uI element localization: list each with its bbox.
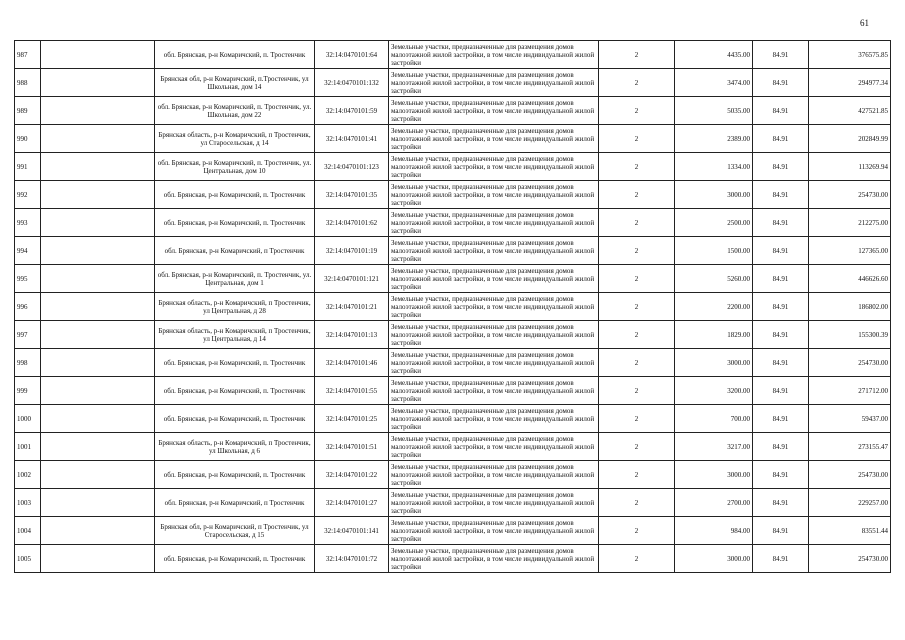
area-cell: 1334.00 [675,153,753,181]
row-number: 1000 [15,405,41,433]
land-use-cell: Земельные участки, предназначенные для размещения домов малоэтажной жилой застройки, в том числе индивидуальной жилой застройки [389,489,599,517]
area-cell: 984.00 [675,517,753,545]
address-cell: обл. Брянская, р-н Комаричский, п. Тростенчик [155,405,315,433]
table-row [15,69,891,97]
specific-value-cell: 84.91 [753,97,809,125]
category-cell: 2 [599,349,675,377]
address-cell: обл. Брянская, р-н Комаричский, п. Тростенчик [155,377,315,405]
row-number: 1005 [15,545,41,573]
cadastral-number-cell: 32:14:0470101:132 [315,69,389,97]
category-cell: 2 [599,97,675,125]
area-cell: 4435.00 [675,41,753,69]
table-row [15,265,891,293]
area-cell: 3217.00 [675,433,753,461]
address-cell: Брянская область, р-н Комаричский, п Тростенчик, ул Центральная, д 28 [155,293,315,321]
address-cell: Брянская область, р-н Комаричский, п Тростенчик, ул Старосельская, д 14 [155,125,315,153]
cadastral-value-cell: 83551.44 [809,517,891,545]
table-row [15,237,891,265]
address-cell: обл. Брянская, р-н Комаричский, п. Тростенчик [155,41,315,69]
row-number: 989 [15,97,41,125]
address-cell: обл. Брянская, р-н Комаричский, п Тростенчик [155,489,315,517]
cadastral-number-cell: 32:14:0470101:13 [315,321,389,349]
area-cell: 3200.00 [675,377,753,405]
cadastral-value-cell: 254730.00 [809,461,891,489]
cadastral-value-cell: 59437.00 [809,405,891,433]
area-cell: 2500.00 [675,209,753,237]
category-cell: 2 [599,433,675,461]
table-row [15,517,891,545]
area-cell: 5260.00 [675,265,753,293]
land-use-cell: Земельные участки, предназначенные для размещения домов малоэтажной жилой застройки, в том числе индивидуальной жилой застройки [389,97,599,125]
specific-value-cell: 84.91 [753,181,809,209]
area-cell: 2389.00 [675,125,753,153]
table-row [15,153,891,181]
category-cell: 2 [599,41,675,69]
specific-value-cell: 84.91 [753,69,809,97]
area-cell: 2200.00 [675,293,753,321]
table-row [15,545,891,573]
cadastral-number-cell: 32:14:0470101:59 [315,97,389,125]
land-use-cell: Земельные участки, предназначенные для размещения домов малоэтажной жилой застройки, в том числе индивидуальной жилой застройки [389,321,599,349]
cadastral-number-cell: 32:14:0470101:25 [315,405,389,433]
address-cell: Брянская обл, р-н Комаричский, п.Тростенчик, ул Школьная, дом 14 [155,69,315,97]
cadastral-value-table [14,40,891,573]
blank-cell [41,293,155,321]
specific-value-cell: 84.91 [753,293,809,321]
address-cell: обл. Брянская, р-н Комаричский, п Тростенчик [155,237,315,265]
table-row [15,377,891,405]
cadastral-number-cell: 32:14:0470101:21 [315,293,389,321]
blank-cell [41,209,155,237]
blank-cell [41,153,155,181]
category-cell: 2 [599,377,675,405]
table-row [15,489,891,517]
address-cell: Брянская область, р-н Комаричский, п Тростенчик, ул Школьная, д 6 [155,433,315,461]
cadastral-number-cell: 32:14:0470101:51 [315,433,389,461]
cadastral-value-cell: 113269.94 [809,153,891,181]
address-cell: обл. Брянская, р-н Комаричский, п. Тростенчик, ул. Центральная, дом 1 [155,265,315,293]
blank-cell [41,377,155,405]
row-number: 1004 [15,517,41,545]
cadastral-value-cell: 155300.39 [809,321,891,349]
row-number: 991 [15,153,41,181]
category-cell: 2 [599,489,675,517]
row-number: 997 [15,321,41,349]
blank-cell [41,545,155,573]
land-use-cell: Земельные участки, предназначенные для размещения домов малоэтажной жилой застройки, в том числе индивидуальной жилой застройки [389,517,599,545]
table-row [15,181,891,209]
row-number: 994 [15,237,41,265]
category-cell: 2 [599,545,675,573]
cadastral-value-cell: 254730.00 [809,545,891,573]
row-number: 988 [15,69,41,97]
blank-cell [41,237,155,265]
cadastral-number-cell: 32:14:0470101:62 [315,209,389,237]
category-cell: 2 [599,69,675,97]
specific-value-cell: 84.91 [753,125,809,153]
table-row [15,125,891,153]
specific-value-cell: 84.91 [753,153,809,181]
specific-value-cell: 84.91 [753,405,809,433]
page-number: 61 [860,18,869,28]
land-use-cell: Земельные участки, предназначенные для размещения домов малоэтажной жилой застройки, в том числе индивидуальной жилой застройки [389,125,599,153]
cadastral-number-cell: 32:14:0470101:141 [315,517,389,545]
land-use-cell: Земельные участки, предназначенные для размещения домов малоэтажной жилой застройки, в том числе индивидуальной жилой застройки [389,293,599,321]
cadastral-number-cell: 32:14:0470101:19 [315,237,389,265]
blank-cell [41,461,155,489]
cadastral-value-cell: 271712.00 [809,377,891,405]
cadastral-value-cell: 376575.85 [809,41,891,69]
category-cell: 2 [599,517,675,545]
specific-value-cell: 84.91 [753,433,809,461]
address-cell: Брянская обл, р-н Комаричский, п Тростенчик, ул Старосельская, д 15 [155,517,315,545]
row-number: 990 [15,125,41,153]
cadastral-number-cell: 32:14:0470101:64 [315,41,389,69]
cadastral-value-cell: 273155.47 [809,433,891,461]
area-cell: 3000.00 [675,545,753,573]
land-use-cell: Земельные участки, предназначенные для размещения домов малоэтажной жилой застройки, в том числе индивидуальной жилой застройки [389,405,599,433]
table-body [15,41,891,573]
cadastral-value-cell: 127365.00 [809,237,891,265]
row-number: 992 [15,181,41,209]
category-cell: 2 [599,209,675,237]
table-row [15,321,891,349]
blank-cell [41,265,155,293]
cadastral-number-cell: 32:14:0470101:121 [315,265,389,293]
area-cell: 2700.00 [675,489,753,517]
cadastral-value-cell: 254730.00 [809,181,891,209]
category-cell: 2 [599,125,675,153]
blank-cell [41,181,155,209]
table-row [15,461,891,489]
land-use-cell: Земельные участки, предназначенные для размещения домов малоэтажной жилой застройки, в том числе индивидуальной жилой застройки [389,377,599,405]
category-cell: 2 [599,461,675,489]
land-use-cell: Земельные участки, предназначенные для размещения домов малоэтажной жилой застройки, в том числе индивидуальной жилой застройки [389,461,599,489]
cadastral-number-cell: 32:14:0470101:46 [315,349,389,377]
address-cell: обл. Брянская, р-н Комаричский, п. Тростенчик [155,349,315,377]
cadastral-number-cell: 32:14:0470101:72 [315,545,389,573]
cadastral-number-cell: 32:14:0470101:27 [315,489,389,517]
area-cell: 3000.00 [675,349,753,377]
specific-value-cell: 84.91 [753,545,809,573]
specific-value-cell: 84.91 [753,321,809,349]
land-use-cell: Земельные участки, предназначенные для размещения домов малоэтажной жилой застройки, в том числе индивидуальной жилой застройки [389,545,599,573]
row-number: 999 [15,377,41,405]
land-use-cell: Земельные участки, предназначенные для размещения домов малоэтажной жилой застройки, в том числе индивидуальной жилой застройки [389,153,599,181]
cadastral-value-cell: 427521.85 [809,97,891,125]
cadastral-number-cell: 32:14:0470101:55 [315,377,389,405]
area-cell: 3474.00 [675,69,753,97]
category-cell: 2 [599,237,675,265]
area-cell: 700.00 [675,405,753,433]
row-number: 1002 [15,461,41,489]
specific-value-cell: 84.91 [753,377,809,405]
blank-cell [41,349,155,377]
row-number: 1003 [15,489,41,517]
land-use-cell: Земельные участки, предназначенные для размещения домов малоэтажной жилой застройки, в том числе индивидуальной жилой застройки [389,209,599,237]
blank-cell [41,69,155,97]
land-use-cell: Земельные участки, предназначенные для размещения домов малоэтажной жилой застройки, в том числе индивидуальной жилой застройки [389,265,599,293]
blank-cell [41,489,155,517]
land-use-cell: Земельные участки, предназначенные для размещения домов малоэтажной жилой застройки, в том числе индивидуальной жилой застройки [389,433,599,461]
blank-cell [41,321,155,349]
table-row [15,293,891,321]
cadastral-value-cell: 212275.00 [809,209,891,237]
land-use-cell: Земельные участки, предназначенные для размещения домов малоэтажной жилой застройки, в том числе индивидуальной жилой застройки [389,349,599,377]
address-cell: обл. Брянская, р-н Комаричский, п. Тростенчик, ул. Центральная, дом 10 [155,153,315,181]
cadastral-number-cell: 32:14:0470101:35 [315,181,389,209]
land-use-cell: Земельные участки, предназначенные для размещения домов малоэтажной жилой застройки, в том числе индивидуальной жилой застройки [389,181,599,209]
row-number: 993 [15,209,41,237]
area-cell: 3000.00 [675,181,753,209]
area-cell: 1829.00 [675,321,753,349]
blank-cell [41,97,155,125]
specific-value-cell: 84.91 [753,209,809,237]
address-cell: обл. Брянская, р-н Комаричский, п. Тростенчик [155,545,315,573]
blank-cell [41,433,155,461]
category-cell: 2 [599,181,675,209]
table-row [15,97,891,125]
row-number: 987 [15,41,41,69]
table-row [15,41,891,69]
row-number: 998 [15,349,41,377]
area-cell: 1500.00 [675,237,753,265]
specific-value-cell: 84.91 [753,461,809,489]
blank-cell [41,41,155,69]
address-cell: обл. Брянская, р-н Комаричский, п. Тростенчик [155,461,315,489]
category-cell: 2 [599,153,675,181]
category-cell: 2 [599,321,675,349]
category-cell: 2 [599,265,675,293]
table-row [15,405,891,433]
cadastral-number-cell: 32:14:0470101:41 [315,125,389,153]
row-number: 995 [15,265,41,293]
cadastral-number-cell: 32:14:0470101:123 [315,153,389,181]
land-use-cell: Земельные участки, предназначенные для размещения домов малоэтажной жилой застройки, в том числе индивидуальной жилой застройки [389,41,599,69]
specific-value-cell: 84.91 [753,349,809,377]
specific-value-cell: 84.91 [753,517,809,545]
land-use-cell: Земельные участки, предназначенные для размещения домов малоэтажной жилой застройки, в том числе индивидуальной жилой застройки [389,69,599,97]
table-row [15,349,891,377]
address-cell: обл. Брянская, р-н Комаричский, п. Тростенчик [155,181,315,209]
blank-cell [41,405,155,433]
specific-value-cell: 84.91 [753,265,809,293]
row-number: 1001 [15,433,41,461]
area-cell: 5035.00 [675,97,753,125]
specific-value-cell: 84.91 [753,489,809,517]
cadastral-value-cell: 229257.00 [809,489,891,517]
category-cell: 2 [599,293,675,321]
specific-value-cell: 84.91 [753,237,809,265]
address-cell: Брянская область, р-н Комаричский, п Тростенчик, ул Центральная, д 14 [155,321,315,349]
cadastral-value-cell: 446626.60 [809,265,891,293]
cadastral-value-cell: 294977.34 [809,69,891,97]
cadastral-number-cell: 32:14:0470101:22 [315,461,389,489]
cadastral-value-cell: 202849.99 [809,125,891,153]
cadastral-value-cell: 254730.00 [809,349,891,377]
table-row [15,433,891,461]
cadastral-value-cell: 186802.00 [809,293,891,321]
category-cell: 2 [599,405,675,433]
address-cell: обл. Брянская, р-н Комаричский, п. Тростенчик [155,209,315,237]
land-use-cell: Земельные участки, предназначенные для размещения домов малоэтажной жилой застройки, в том числе индивидуальной жилой застройки [389,237,599,265]
address-cell: обл. Брянская, р-н Комаричский, п. Тростенчик, ул. Школьная, дом 22 [155,97,315,125]
table-row [15,209,891,237]
blank-cell [41,517,155,545]
specific-value-cell: 84.91 [753,41,809,69]
area-cell: 3000.00 [675,461,753,489]
blank-cell [41,125,155,153]
row-number: 996 [15,293,41,321]
